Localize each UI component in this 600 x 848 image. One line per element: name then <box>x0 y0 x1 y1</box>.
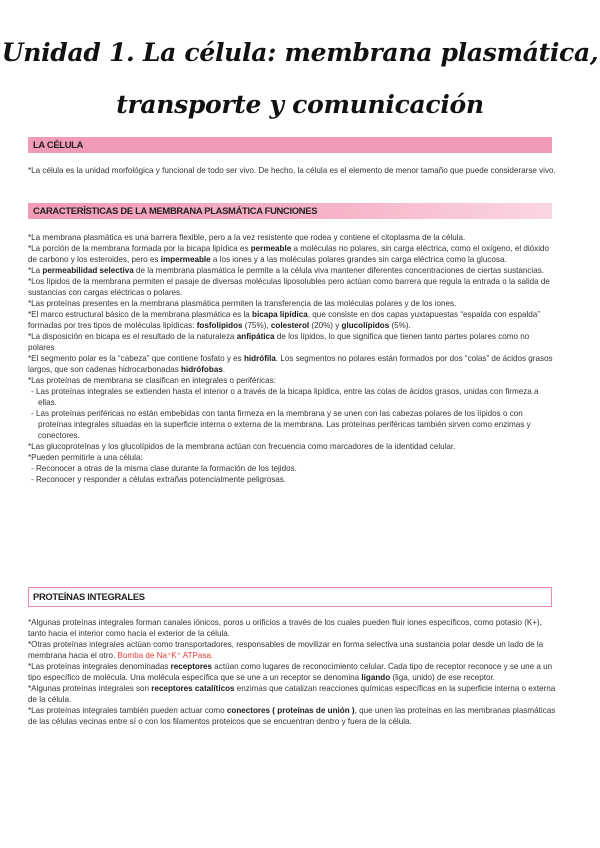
section-body-integrales <box>28 617 556 727</box>
paragraph: *Los lípidos de la membrana permiten el pasaje de diversas moléculas liposolubles pero actúan como barrera que regula la entrada o la salida de sustancias con cargas eléctricas o polares. <box>28 277 550 297</box>
paragraph: *Las proteínas integrales denominadas receptores actúan como lugares de reconocimiento celular. Cada tipo de receptor reconoce y se une a un tipo específico de molécula. Una molécula específica que se une a un receptor se denomina ligando (liga, unido) de ese receptor. <box>28 662 553 682</box>
paragraph: *La permeabilidad selectiva de la membrana plasmática le permite a la célula viva mantener diferentes concentraciones de ciertas sustancias. <box>28 266 545 275</box>
list-item: - Reconocer a otras de la misma clase durante la formación de los tejidos. <box>31 464 297 473</box>
list-item: - Las proteínas periféricas no están embebidas con tanta firmeza en la membrana y se unen con las cabezas polares de los lípidos o con proteínas integrales situadas en la superficie interna o externa de la membrana. Las proteínas periféricas también sirven como enzimas y conectores. <box>31 409 531 440</box>
paragraph: *Algunas proteínas integrales son receptores catalíticos enzimas que catalizan reacciones químicas específicas en la superficie interna o externa de la célula. <box>28 684 556 704</box>
paragraph: *La célula es la unidad morfológica y funcional de todo ser vivo. De hecho, la célula es el elemento de menor tamaño que puede considerarse vivo. <box>28 166 556 175</box>
paragraph: *La porción de la membrana formada por la bicapa lipídica es permeable a moléculas no polares, sin carga eléctrica, como el oxígeno, el dióxido de carbono y los esteroides, pero es impermeable a los iones y a las moléculas polares grandes sin carga eléctrica como la glucosa. <box>28 244 550 264</box>
paragraph: *Otras proteínas integrales actúan como transportadores, responsables de movilizar en forma selectiva una sustancia polar desde un lado de la membrana hacia el otro. Bomba de Na⁺K⁺ ATPasa. <box>28 640 544 660</box>
paragraph: *Las proteínas de membrana se clasifican en integrales o periféricas: <box>28 376 276 385</box>
section-heading-caracteristicas: CARACTERÍSTICAS DE LA MEMBRANA PLASMÁTICA FUNCIONES <box>28 203 552 219</box>
paragraph: *Las proteínas presentes en la membrana plasmática permiten la transferencia de las moléculas polares y de los iones. <box>28 299 457 308</box>
paragraph: *Las glucoproteínas y los glucolípidos de la membrana actúan con frecuencia como marcadores de la identidad celular. <box>28 442 456 451</box>
paragraph: *El marco estructural básico de la membrana plasmática es la bicapa lipídica, que consiste en dos capas yuxtapuestas “espalda con espalda” formadas por tres tipos de moléculas lipídicas: fosfolípidos (75%), colesterol (20%) y glucolípidos (5%). <box>28 310 540 330</box>
paragraph: *El segmento polar es la “cabeza” que contiene fosfato y es hidrófila. Los segmentos no polares están formados por dos “colas” de ácidos grasos largos, que son cadenas hidrocarbonadas hidrófobas. <box>28 354 553 374</box>
section-body-caracteristicas <box>28 232 556 485</box>
paragraph: *La membrana plasmática es una barrera flexible, pero a la vez resistente que rodea y contiene el citoplasma de la célula. <box>28 233 466 242</box>
page-title-line-1: Unidad 1. La célula: membrana plasmática, <box>1 38 599 67</box>
list-item: - Las proteínas integrales se extienden hasta el interior o a través de la bicapa lipídica, entre las colas de ácidos grasos, unidas con firmeza a ellas. <box>31 387 539 407</box>
paragraph: *Pueden permitirle a una célula: <box>28 453 143 462</box>
section-body-celula <box>28 165 556 176</box>
section-heading-integrales: PROTEÍNAS INTEGRALES <box>28 587 552 607</box>
page-title-line-2: transporte y comunicación <box>116 90 484 119</box>
list-item: - Reconocer y responder a células extrañas potencialmente peligrosas. <box>31 475 287 484</box>
section-heading-celula: LA CÉLULA <box>28 137 552 153</box>
paragraph: *Las proteínas integrales también pueden actuar como conectores ( proteínas de unión ), que unen las proteínas en las membranas plasmáticas de las células vecinas entre sí o con los filamentos proteicos que se encuentran dentro y fuera de la célula. <box>28 706 556 726</box>
highlighted-term: Bomba de Na⁺K⁺ ATPasa. <box>117 651 214 660</box>
paragraph: *Algunas proteínas integrales forman canales iónicos, poros u orificios a través de los cuales pueden fluir iones específicos, como potasio (K+), tanto hacia el interior como hacia el exterior de la célula. <box>28 618 543 638</box>
paragraph: *La disposición en bicapa es el resultado de la naturaleza anfipática de los lípidos, lo que significa que tienen tanto partes polares como no polares <box>28 332 530 352</box>
